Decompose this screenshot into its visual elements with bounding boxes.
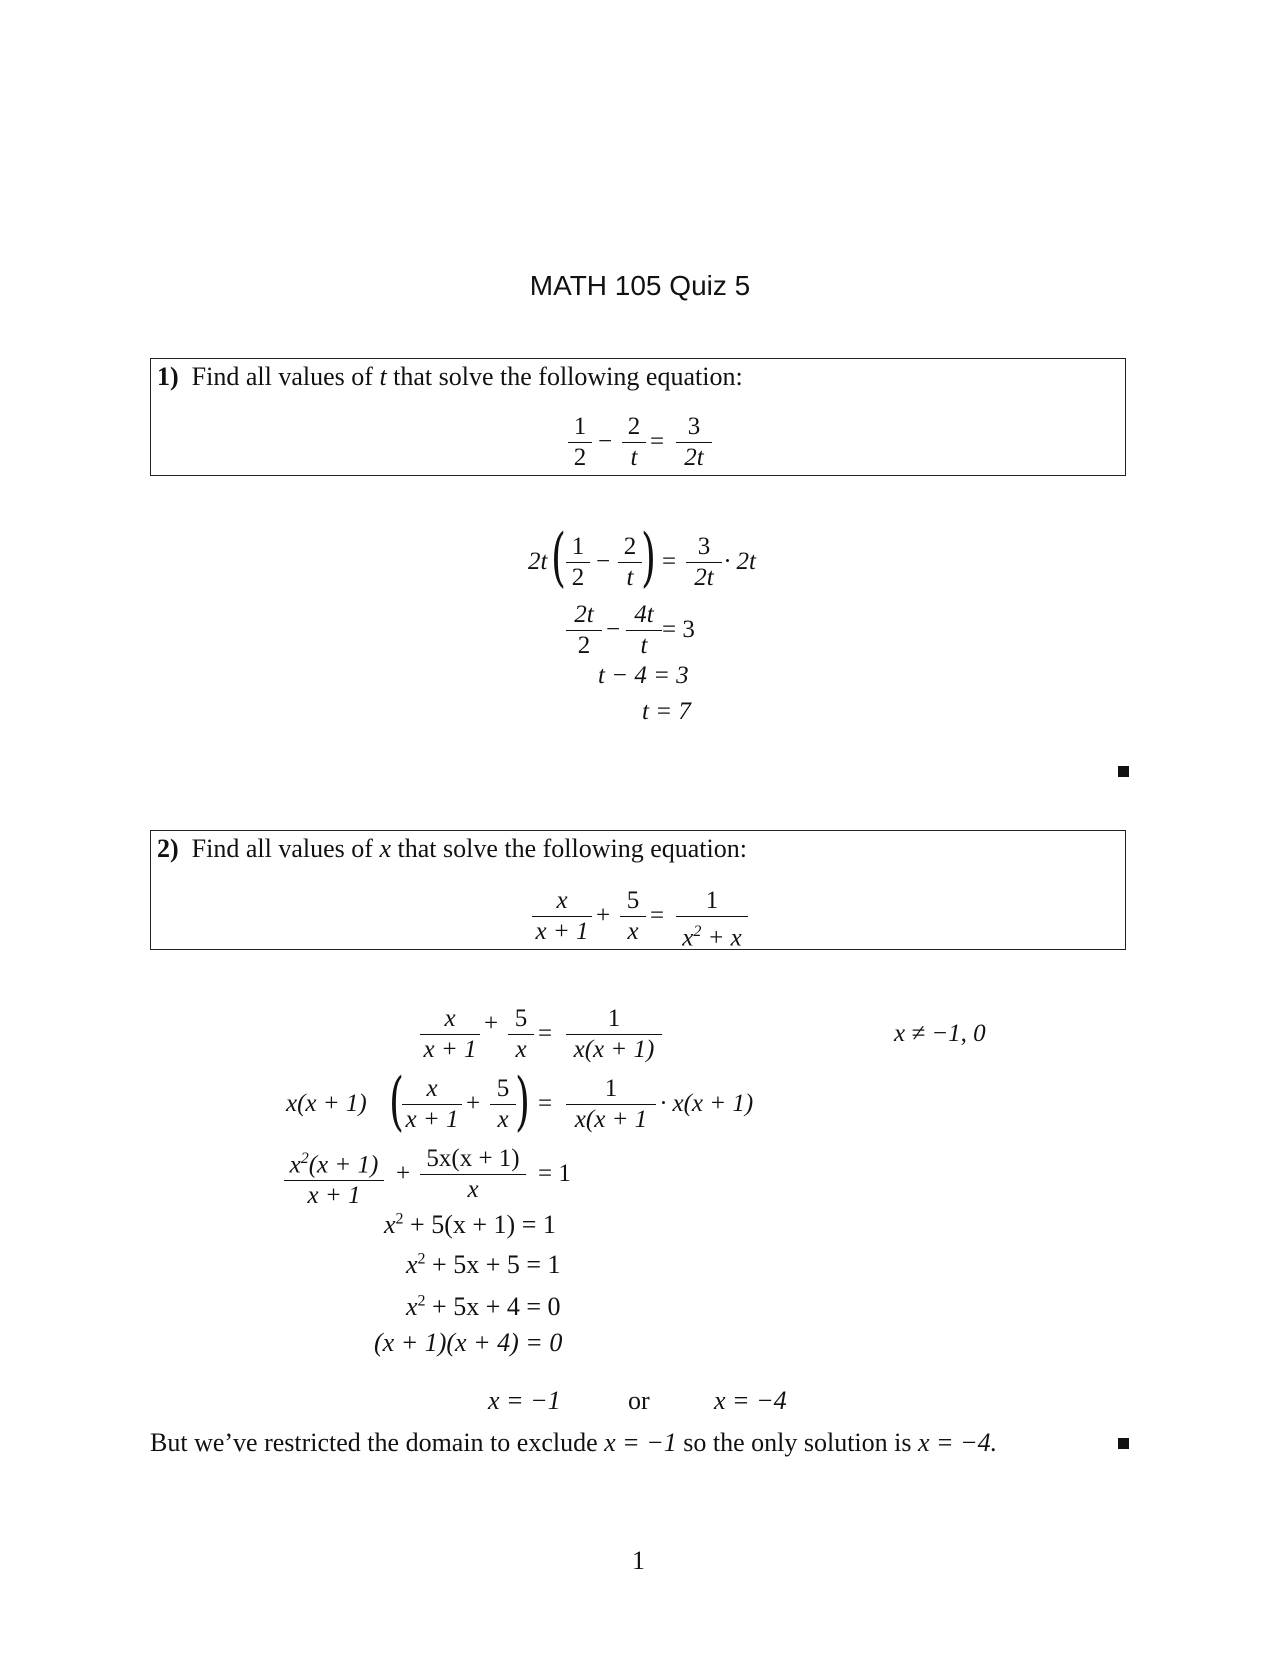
fraction: x x + 1: [420, 1004, 480, 1065]
right-paren: ): [514, 1065, 530, 1139]
step-coefficient: x(x + 1): [286, 1090, 367, 1117]
operator: −: [598, 428, 613, 455]
or-label: or: [628, 1386, 650, 1415]
fraction: 5 x: [508, 1004, 534, 1065]
step-4: t = 7: [642, 698, 691, 725]
left-paren: (: [388, 1065, 404, 1139]
fraction: 5 x: [490, 1074, 516, 1135]
fraction: $x^2(x + 1)$ x + 1: [284, 1144, 384, 1211]
fraction: 2t 2: [566, 600, 602, 661]
fraction: 4t t: [626, 600, 662, 661]
problem-2-prompt: 2) Find all values of x that solve the following equation:: [157, 834, 747, 863]
operator: +: [596, 902, 611, 929]
fraction: 1 $x^2 + x$: [676, 886, 748, 953]
problem-number: 2): [157, 834, 179, 863]
operator: =: [650, 902, 665, 929]
step-7: (x + 1)(x + 4) = 0: [374, 1328, 563, 1357]
operator: +: [484, 1010, 499, 1037]
operator: +: [396, 1160, 411, 1187]
operator: =: [650, 428, 665, 455]
operator: +: [466, 1090, 481, 1117]
page-title: MATH 105 Quiz 5: [529, 270, 751, 301]
conclusion: But we’ve restricted the domain to exclude x = −1 so the only solution is x = −4.: [150, 1428, 998, 1457]
step-5: $x^2 + 5x + 5 = 1$: [406, 1250, 561, 1279]
fraction: 3 2t: [676, 412, 712, 473]
fraction: 3 2t: [686, 532, 722, 593]
step-multiplier: · x(x + 1): [660, 1090, 754, 1117]
fraction: 1 2: [566, 532, 590, 593]
page-number: 1: [632, 1546, 645, 1575]
solution-1: x = −1: [488, 1386, 561, 1415]
qed-square: [1118, 766, 1129, 777]
qed-square: [1118, 1438, 1129, 1449]
fraction: 5x(x + 1) x: [420, 1144, 526, 1205]
fraction: 2 t: [622, 412, 646, 473]
step-4: $x^2 + 5(x + 1) = 1$: [384, 1210, 556, 1239]
operator: −: [596, 548, 611, 575]
left-paren: (: [550, 521, 566, 595]
domain-restriction: x ≠ −1, 0: [894, 1020, 986, 1047]
fraction: 1 2: [568, 412, 592, 473]
problem-1-prompt: 1) Find all values of t that solve the following equation:: [157, 362, 743, 391]
operator: =: [538, 1090, 553, 1117]
step-rhs: = 3: [662, 616, 695, 643]
step-3: t − 4 = 3: [598, 662, 689, 689]
fraction: 1 x(x + 1: [566, 1074, 656, 1135]
fraction: 5 x: [620, 886, 646, 947]
fraction: 1 x(x + 1): [566, 1004, 662, 1065]
step-multiplier: · 2t: [724, 548, 756, 575]
step-6: $x^2 + 5x + 4 = 0$: [406, 1292, 561, 1321]
fraction: x x + 1: [532, 886, 592, 947]
fraction: 2 t: [618, 532, 642, 593]
operator: =: [662, 548, 677, 575]
right-paren: ): [640, 521, 656, 595]
fraction: x x + 1: [402, 1074, 462, 1135]
problem-number: 1): [157, 362, 179, 391]
operator: =: [538, 1020, 553, 1047]
operator: −: [606, 616, 621, 643]
step-coefficient: 2t: [528, 548, 548, 575]
solution-2: x = −4: [714, 1386, 787, 1415]
step-rhs: = 1: [538, 1160, 571, 1187]
